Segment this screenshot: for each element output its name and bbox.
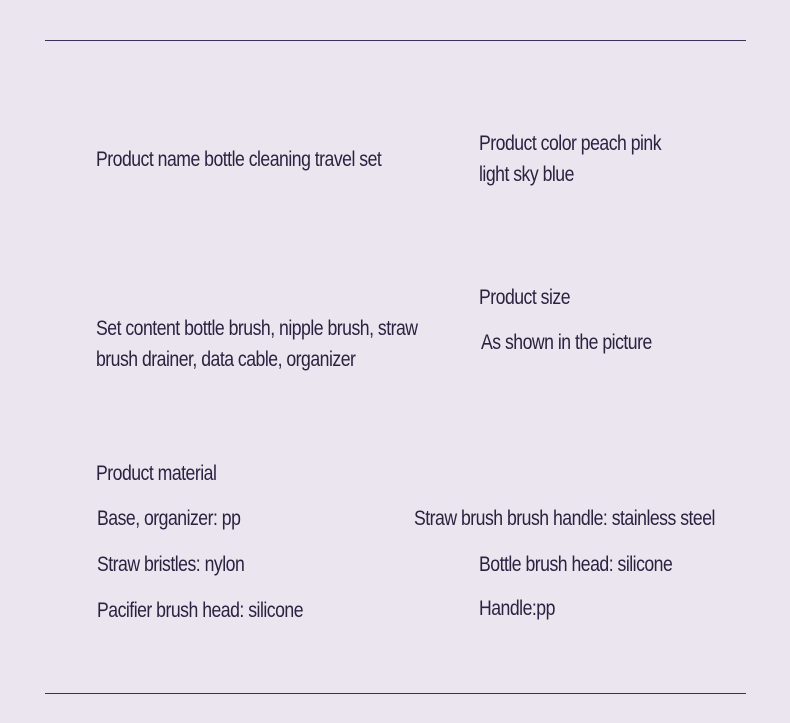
product-name-text: Product name bottle cleaning travel set	[96, 148, 382, 171]
material-straw-bristles: Straw bristles: nylon	[97, 553, 245, 576]
material-handle: Handle:pp	[479, 597, 555, 620]
product-material-label: Product material	[96, 462, 217, 485]
material-base: Base, organizer: pp	[97, 507, 241, 530]
material-pacifier-head: Pacifier brush head: silicone	[97, 599, 304, 622]
bottom-divider	[45, 693, 746, 694]
set-content-text-line2: brush drainer, data cable, organizer	[96, 348, 356, 371]
product-color-text-line1: Product color peach pink	[479, 132, 662, 155]
product-size-value: As shown in the picture	[481, 331, 652, 354]
material-straw-handle: Straw brush brush handle: stainless steel	[414, 507, 715, 530]
product-color-text-line2: light sky blue	[479, 163, 574, 186]
set-content-text-line1: Set content bottle brush, nipple brush, straw	[96, 317, 418, 340]
material-bottle-head: Bottle brush head: silicone	[479, 553, 673, 576]
top-divider	[45, 40, 746, 41]
product-size-label: Product size	[479, 286, 571, 309]
